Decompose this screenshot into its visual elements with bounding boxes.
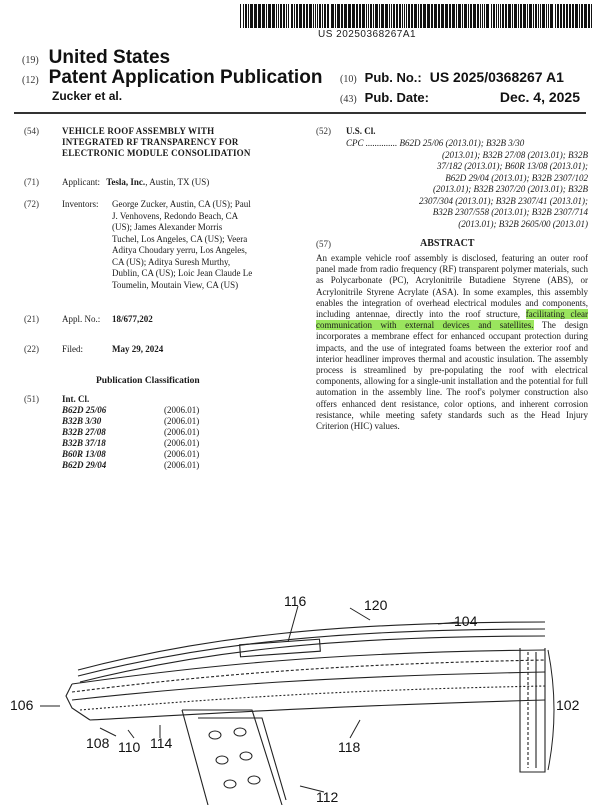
barcode-bar [584,4,587,28]
barcode-bar [512,4,513,28]
inventor-line: George Zucker, Austin, CA (US); Paul [112,199,251,209]
barcode-bar [473,4,476,28]
applicant-location: , Austin, TX (US) [145,177,210,187]
barcode-bar [452,4,455,28]
barcode-bar [538,4,539,28]
barcode-bar [591,4,592,28]
electronic-module [240,639,321,657]
barcode-bar [319,4,321,28]
int-cl-code: B32B 27/08 [62,427,106,437]
barcode-bar [250,4,253,28]
barcode-bar [272,4,275,28]
barcode-bar [370,4,372,28]
barcode-bar [449,4,451,28]
roof-layer [80,686,545,710]
barcode-bar [315,4,316,28]
barcode-bar [527,4,528,28]
pillar-frame [182,710,208,805]
inid-54: (54) [24,126,39,136]
barcode-bar [557,4,559,28]
roof-layer [72,672,545,700]
ref-116: 116 [284,593,307,609]
int-cl-code: B62D 25/06 [62,405,107,415]
barcode-bar [566,4,568,28]
barcode-bar [548,4,549,28]
leader-102 [548,650,554,770]
barcode-bar [496,4,497,28]
barcode-bar [423,4,426,28]
barcode-bar [254,4,257,28]
barcode-bar [335,4,336,28]
inid-43: (43) [340,94,357,105]
barcode-bar [391,4,392,28]
barcode-bar [482,4,483,28]
barcode-bar [291,4,293,28]
inid-72: (72) [24,199,39,209]
appl-label: Appl. No.: [62,314,101,324]
leader-116 [288,606,298,642]
barcode-bar [324,4,326,28]
barcode-bar [402,4,403,28]
barcode-bar [296,4,298,28]
pillar-hole [224,780,236,788]
barcode-bar [352,4,355,28]
ref-108: 108 [86,735,110,751]
pub-number-label: Pub. No.: [364,70,422,85]
title-line: ELECTRONIC MODULE CONSOLIDATION [62,148,251,158]
barcode-number: US 20250368267A1 [318,29,417,40]
cpc-line: CPC .............. B62D 25/06 (2013.01); B32B 3/30 [346,138,525,148]
barcode-bar [240,4,241,28]
barcode-bar [588,4,590,28]
ref-120: 120 [364,597,388,613]
barcode-bar [381,4,384,28]
patent-drawing [0,560,600,805]
barcode-bar [569,4,571,28]
barcode-bar [477,4,479,28]
inid-12: (12) [22,75,39,86]
header-rule [14,112,586,114]
ref-112: 112 [316,789,339,805]
barcode-bar [276,4,277,28]
ref-106: 106 [10,697,34,713]
filed-date: May 29, 2024 [112,344,164,354]
barcode-bar [286,4,287,28]
barcode-bar [498,4,499,28]
barcode-bar [322,4,323,28]
barcode-bar [294,4,295,28]
inventor-line: (US); James Alexander Morris [112,222,223,232]
barcode-bar [399,4,401,28]
barcode-bar [288,4,289,28]
pillar-hole [216,756,228,764]
barcode-bar [389,4,390,28]
barcode-bar [500,4,501,28]
cpc-block [346,138,588,230]
barcode-bar [341,4,343,28]
int-cl-year: (2006.01) [164,405,200,415]
int-cl-row [62,460,199,471]
barcode-bar [468,4,469,28]
int-cl-year: (2006.01) [164,460,200,470]
cpc-line: B62D 29/04 (2013.01); B32B 2307/102 [445,172,588,183]
barcode-bar [280,4,282,28]
barcode-bar [533,4,534,28]
title-line: INTEGRATED RF TRANSPARENCY FOR [62,137,239,147]
pillar-hole [234,728,246,736]
inventors-label: Inventors: [62,199,99,209]
barcode-bar [555,4,556,28]
int-cl-year: (2006.01) [164,416,200,426]
int-cl-row [62,405,199,416]
barcode-bar [514,4,517,28]
int-cl-code: B32B 37/18 [62,438,106,448]
barcode-bar [535,4,537,28]
abstract-text: The design incorporates a membrane effect for enhanced occupant protection during impacts, and the use of integrated foams between the exterior roof and interior headliner improves thermal and acoustic insulation. The assembly process is streamlined by pre-populating the roof with electrical components, allowing for a single-unit installation and the potential for full automation in the assembly line. The roof's polymer construction also offers enhanced dent resistance, color options, and inherent corrosion resistance, while meeting safety standards such as the Head Injury Criterion (HIC) values. [316,320,588,432]
cpc-line: 37/182 (2013.01); B60R 13/08 (2013.01); [437,161,588,171]
leader-118 [350,720,360,738]
ref-118: 118 [338,739,361,755]
barcode-bar [414,4,417,28]
roof-skin [80,636,545,682]
pub-date-label: Pub. Date: [364,90,429,105]
leader-110 [128,730,134,738]
int-cl-code: B60R 13/08 [62,449,106,459]
inventor-line: CA (US); Aditya Suresh Murthy, [112,256,231,267]
inid-10: (10) [340,74,357,85]
barcode-bar [493,4,495,28]
barcode-bar [359,4,361,28]
inid-57: (57) [316,239,331,249]
barcode-bar [484,4,485,28]
invention-title [62,126,251,159]
cpc-line: (2013.01); B32B 27/08 (2013.01); B32B [442,149,588,160]
int-cl-table [62,405,199,471]
barcode-bar [486,4,489,28]
int-cl-year: (2006.01) [164,449,200,459]
barcode-bar [491,4,492,28]
title-line: VEHICLE ROOF ASSEMBLY WITH [62,126,215,136]
roof-layer [90,700,545,720]
document-type: Patent Application Publication [48,67,323,88]
abstract-highlight: facilitating clear communication with external devices and satellites. [316,309,588,331]
front-edge [66,684,90,720]
cpc-line: B32B 2307/558 (2013.01); B32B 2307/714 [432,207,588,217]
barcode-bar [408,4,410,28]
barcode-bar [362,4,365,28]
barcode-bar [427,4,430,28]
barcode-bar [393,4,395,28]
barcode-bar [411,4,413,28]
barcode-bar [331,4,334,28]
pub-date-line [340,89,580,107]
country-line [22,47,170,69]
barcode-bar [445,4,448,28]
barcode-bar [502,4,504,28]
barcode-bar [268,4,271,28]
barcode-bar [462,4,463,28]
applicant-name: Tesla, Inc. [106,177,146,187]
int-cl-label: Int. Cl. [62,394,90,404]
inventors [112,199,292,291]
barcode-bar [480,4,481,28]
barcode-bar [379,4,380,28]
pub-date: Dec. 4, 2025 [499,89,580,105]
barcode-bar [406,4,407,28]
pillar-hole [209,731,221,739]
barcode-bar [434,4,437,28]
barcode-bar [258,4,261,28]
roof-layer [72,660,545,692]
barcode-bar [309,4,312,28]
barcode-bar [546,4,547,28]
int-cl-year: (2006.01) [164,438,200,448]
barcode-bar [266,4,267,28]
barcode-bar [458,4,461,28]
filed-label: Filed: [62,344,84,354]
barcode-bar [456,4,457,28]
barcode-bar [243,4,244,28]
barcode-bar [505,4,507,28]
pillar-hole [240,752,252,760]
pub-class-heading: Publication Classification [96,376,200,386]
barcode-bar [441,4,444,28]
inventor-line: Dublin, CA (US); Loic Jean Claude Le [112,268,253,278]
applicant [62,177,209,189]
us-cl-label: U.S. Cl. [346,126,376,136]
int-cl-row [62,427,199,438]
barcode-bar [579,4,580,28]
barcode-bar [420,4,422,28]
cpc-line: 2307/304 (2013.01); B32B 2307/41 (2013.01); [419,195,588,206]
ref-114: 114 [150,735,173,751]
int-cl-year: (2006.01) [164,427,200,437]
barcode-bar [356,4,358,28]
appl-number: 18/677,202 [112,314,153,324]
barcode-bar [518,4,519,28]
barcode-bar [520,4,522,28]
barcode-bar [262,4,265,28]
barcode-bar [418,4,419,28]
inid-19: (19) [22,55,39,66]
barcode-bar [523,4,526,28]
inventor-line: Tuchel, Los Angeles, CA (US); Veera [112,233,248,244]
pillar-hole [248,776,260,784]
barcode-bar [542,4,545,28]
barcode-bar [581,4,583,28]
inid-51: (51) [24,394,39,404]
inid-21: (21) [24,314,39,324]
int-cl-row [62,416,199,427]
abstract-body [316,253,588,432]
barcode-bar [540,4,541,28]
inid-52: (52) [316,126,331,136]
barcode-bar [404,4,405,28]
barcode-bar [303,4,305,28]
inventor-line: Toumelin, Moutain View, CA (US) [112,279,239,290]
barcode-bar [385,4,388,28]
barcode-bar [337,4,340,28]
barcode-bar [464,4,467,28]
barcode-bar [368,4,369,28]
barcode-bar [299,4,302,28]
barcode-bar [508,4,511,28]
inid-71: (71) [24,177,39,187]
barcode-bar [283,4,285,28]
inventor-line: Aditya Choudary yerru, Los Angeles, [112,245,247,255]
inventor-line: J. Venhovens, Redondo Beach, CA [112,210,239,221]
barcode-bar [572,4,574,28]
barcode-bar [529,4,532,28]
barcode-bar [327,4,329,28]
ref-102: 102 [556,697,580,713]
int-cl-code: B62D 29/04 [62,460,107,470]
int-cl-code: B32B 3/30 [62,416,102,426]
abstract-heading: ABSTRACT [420,238,475,249]
barcode-bar [470,4,472,28]
barcode-bar [306,4,308,28]
int-cl-row [62,438,199,449]
barcode-bar [375,4,378,28]
barcode-bar [563,4,565,28]
barcode-bar [575,4,578,28]
barcode-bar [396,4,398,28]
rail-section [520,648,545,772]
barcode-bar [431,4,433,28]
barcode-bar [550,4,553,28]
applicant-label: Applicant: [62,177,100,187]
pillar-frame [182,710,282,805]
barcode-bar [248,4,249,28]
barcode-bar [438,4,440,28]
barcode-bar [366,4,367,28]
barcode-bar [373,4,374,28]
barcode-bar [560,4,562,28]
barcode [240,4,595,28]
barcode-bar [278,4,279,28]
barcode-bar [245,4,247,28]
country: United States [48,47,171,68]
int-cl-row [62,449,199,460]
barcode-bar [344,4,347,28]
abstract-text: An example vehicle roof assembly is disclosed, featuring an outer roof panel made from radio frequency (RF) transparent polymer materials, such as Polycarbonate (PC), Acrylonitrile Butadiene Styrene (ABS), or Acrylonitrile Styrene Acrylate (ASA). In some examples, this assembly enables the integration of overhead electrical modules and components, including antennae, directly into the roof structure, [316,253,588,320]
barcode-bar [317,4,318,28]
inid-22: (22) [24,344,39,354]
authors: Zucker et al. [52,89,123,103]
pub-number-line [340,69,564,87]
cpc-line: (2013.01); B32B 2605/00 (2013.01) [458,218,588,229]
cpc-line: (2013.01); B32B 2307/20 (2013.01); B32B [433,184,588,194]
barcode-bar [313,4,314,28]
barcode-bar [348,4,351,28]
doc-type-line [22,67,322,89]
pub-number: US 2025/0368267 A1 [429,69,564,85]
ref-110: 110 [118,739,141,755]
ref-104: 104 [454,613,478,629]
